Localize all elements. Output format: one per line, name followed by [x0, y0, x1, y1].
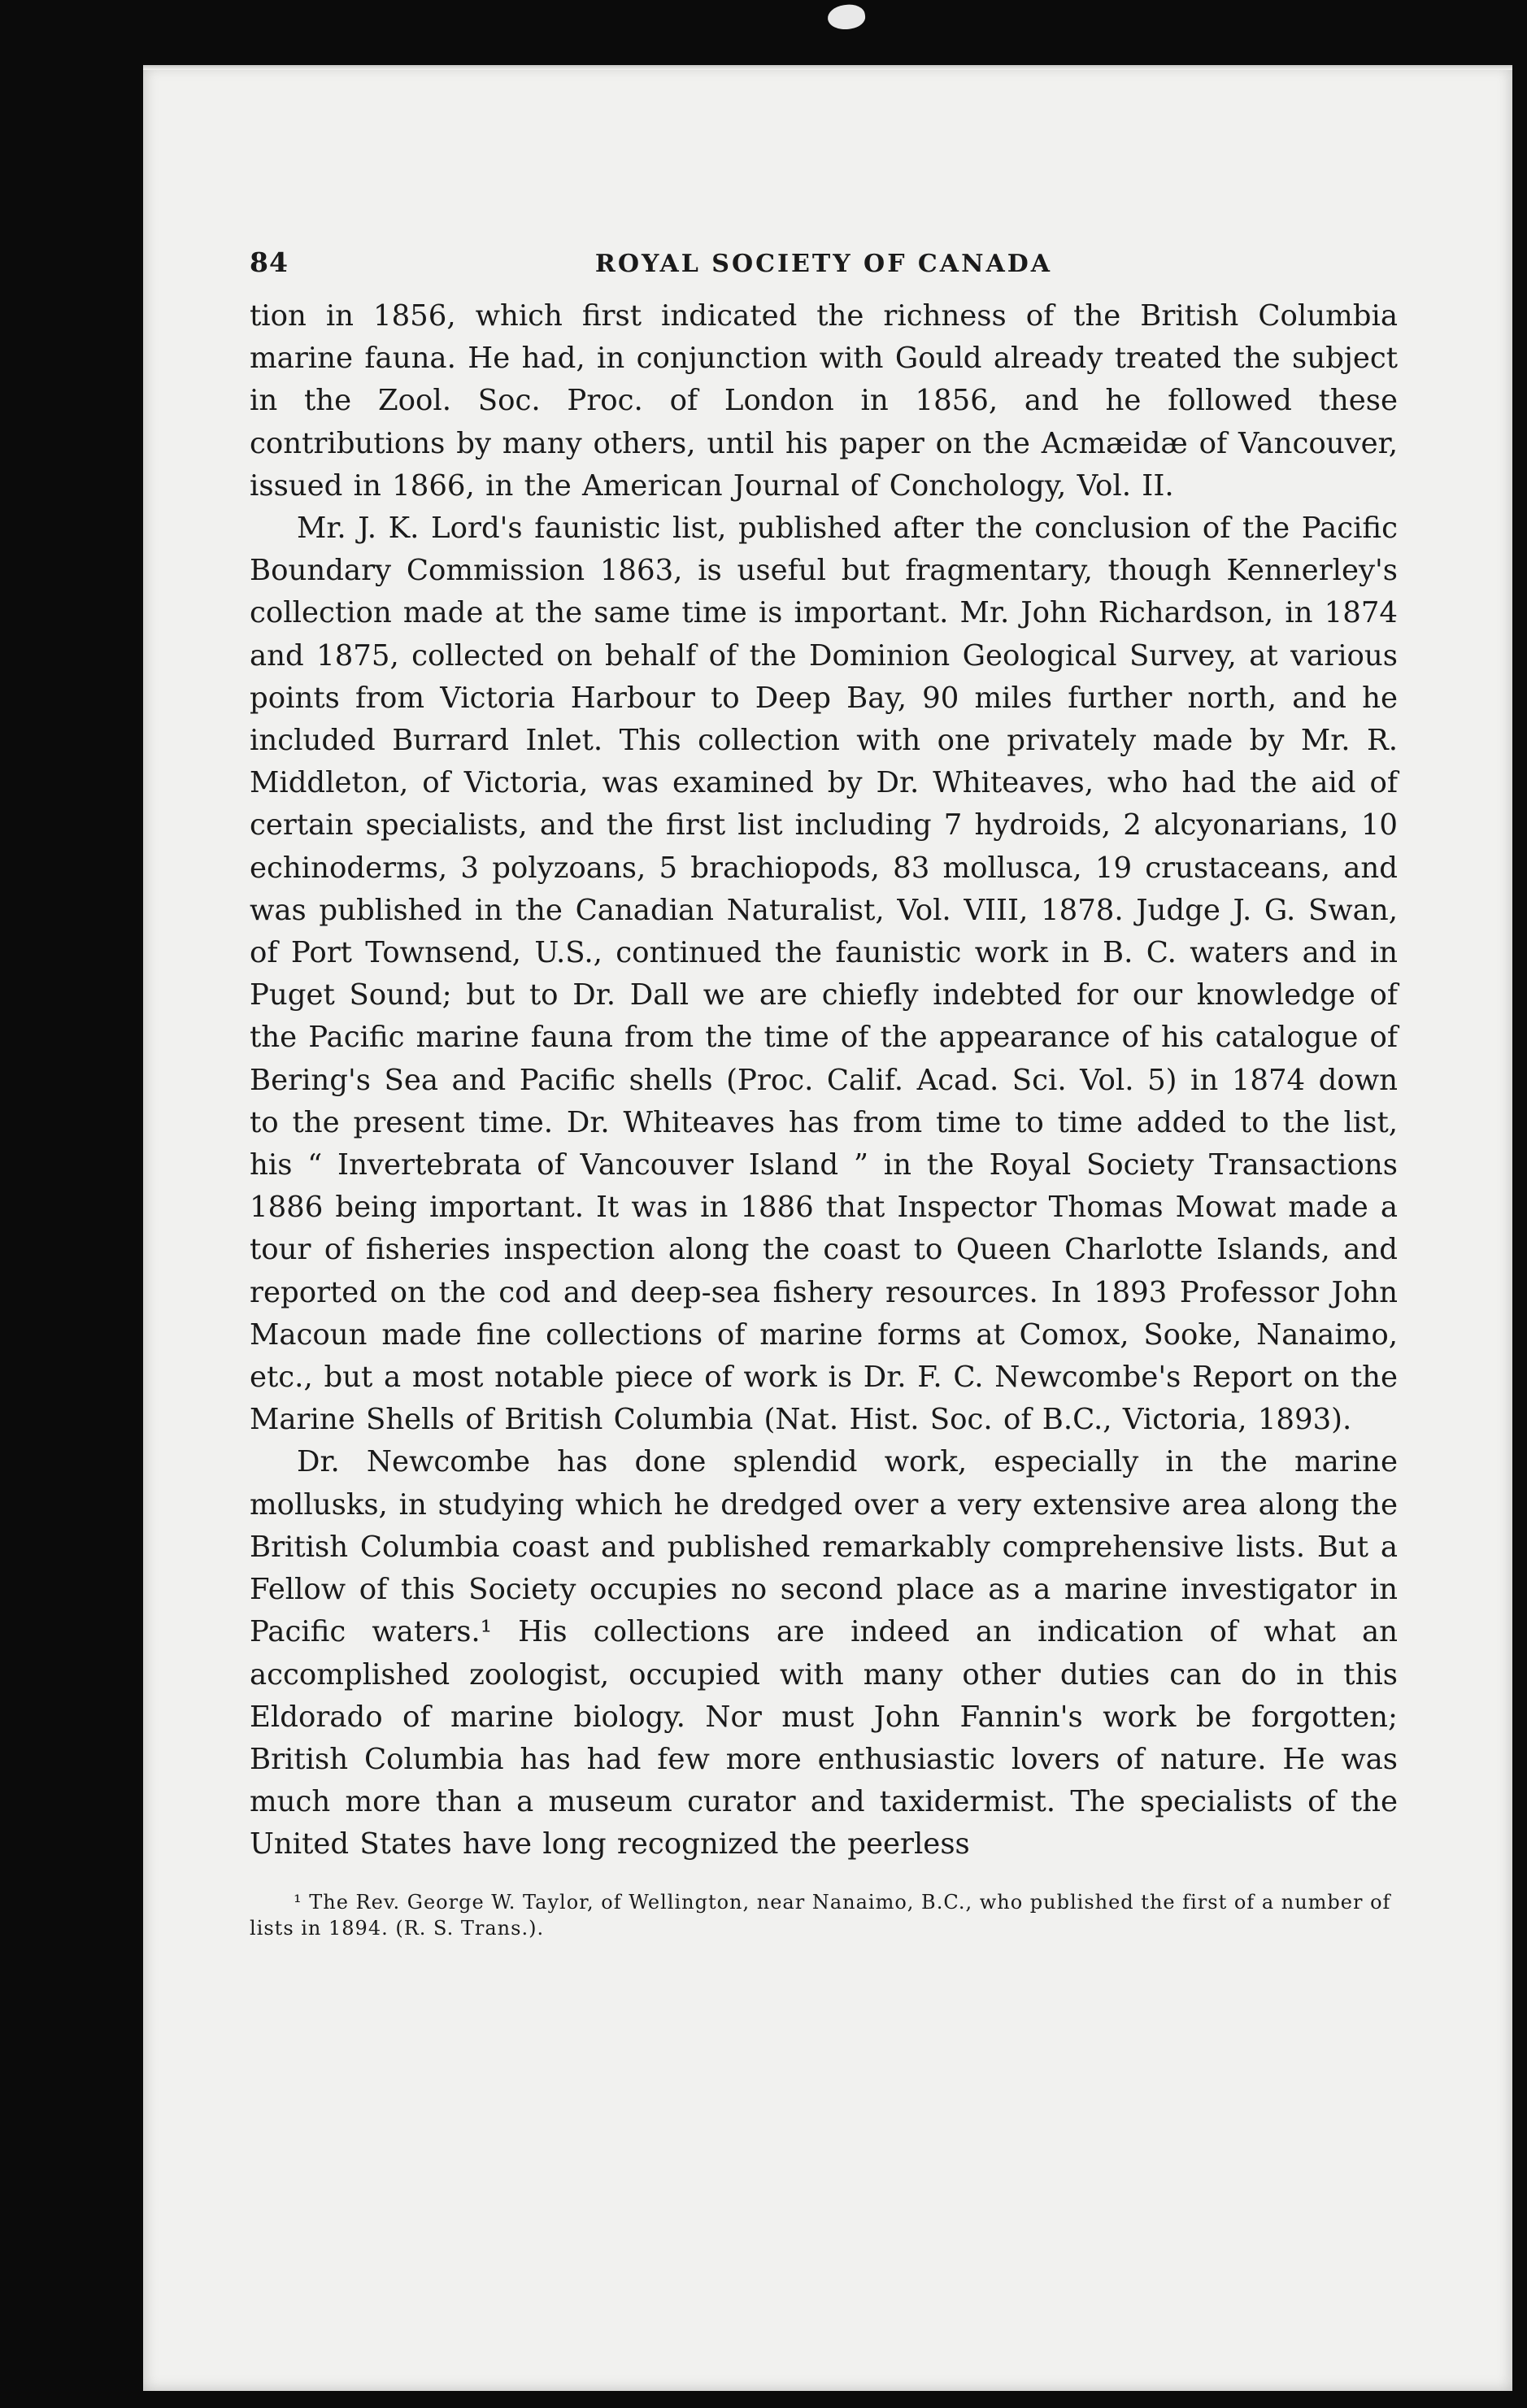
footnote: ¹ The Rev. George W. Taylor, of Wellington, near Nanaimo, B.C., who published the first of a number of lists in 1894. (R. S. Trans.).	[250, 1890, 1391, 1940]
running-title: ROYAL SOCIETY OF CANADA	[594, 250, 1053, 278]
film-blemish	[826, 2, 867, 32]
page-content	[250, 246, 1398, 1941]
body-paragraph-3: Dr. Newcombe has done splendid work, especially in the marine mollusks, in studying which he dredged over a very extensive area along the British Columbia coast and published remarkably comprehensive lists. But a Fellow of this Society occupies no second place as a marine investigator in Pacific waters.¹ His collections are indeed an indication of what an accomplished zoologist, occupied with many other duties can do in this Eldorado of marine biology. Nor must John Fannin's work be forgotten; British Columbia has had few more enthusiastic lovers of nature. He was much more than a museum curator and taxidermist. The specialists of the United States have long recognized the peerless	[250, 1445, 1398, 1862]
running-head	[250, 246, 1398, 295]
body-paragraph-1: tion in 1856, which first indicated the richness of the British Columbia marine fauna. He had, in conjunction with Gould already treated the subject in the Zool. Soc. Proc. of London in 1856, and he followed these contributions by many others, until his paper on the Acmæidæ of Vancouver, issued in 1866, in the American Journal of Conchology, Vol. II.	[250, 299, 1398, 503]
body-paragraph-2: Mr. J. K. Lord's faunistic list, published after the conclusion of the Pacific Boundary Commission 1863, is useful but fragmentary, though Kennerley's collection made at the same time is important. Mr. John Richardson, in 1874 and 1875, collected on behalf of the Dominion Geological Survey, at various points from Victoria Harbour to Deep Bay, 90 miles further north, and he included Burrard Inlet. This collection with one privately made by Mr. R. Middleton, of Victoria, was examined by Dr. Whiteaves, who had the aid of certain specialists, and the first list including 7 hydroids, 2 alcyonarians, 10 echinoderms, 3 polyzoans, 5 brachiopods, 83 mollusca, 19 crustaceans, and was published in the Canadian Naturalist, Vol. VIII, 1878. Judge J. G. Swan, of Port Townsend, U.S., continued the faunistic work in B. C. waters and in Puget Sound; but to Dr. Dall we are chiefly indebted for our knowledge of the Pacific marine fauna from the time of the appearance of his catalogue of Bering's Sea and Pacific shells (Proc. Calif. Acad. Sci. Vol. 5) in 1874 down to the present time. Dr. Whiteaves has from time to time added to the list, his “ Invertebrata of Vancouver Island ” in the Royal Society Transactions 1886 being important. It was in 1886 that Inspector Thomas Mowat made a tour of fisheries inspection along the coast to Queen Charlotte Islands, and reported on the cod and deep-sea fishery resources. In 1893 Professor John Macoun made fine collections of marine forms at Comox, Sooke, Nanaimo, etc., but a most notable piece of work is Dr. F. C. Newcombe's Report on the Marine Shells of British Columbia (Nat. Hist. Soc. of B.C., Victoria, 1893).	[250, 512, 1398, 1437]
page-number: 84	[250, 246, 289, 278]
